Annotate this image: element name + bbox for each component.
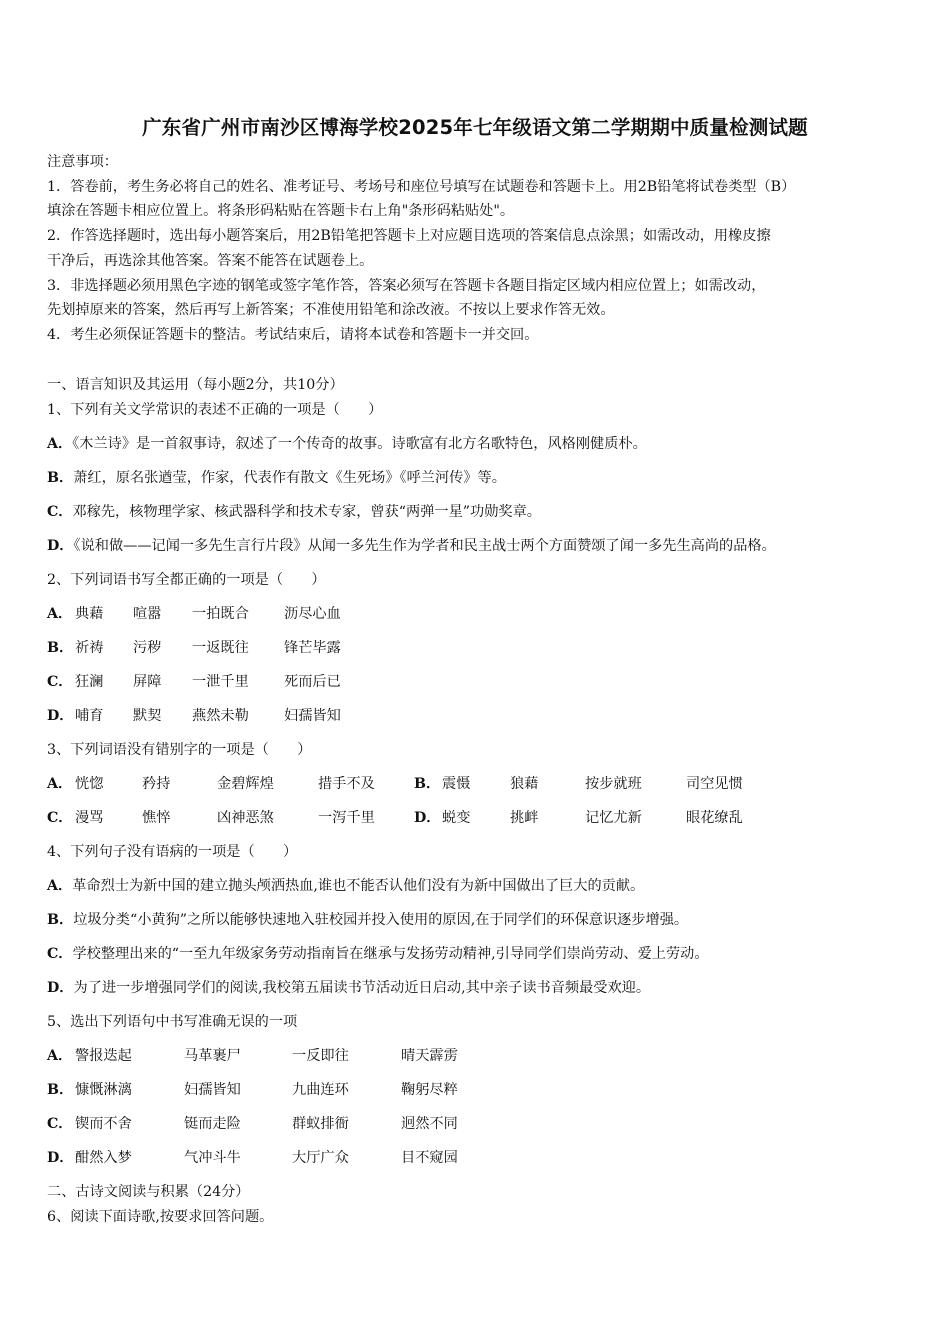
option-word: 九曲连环 — [292, 1082, 349, 1098]
question-stem: 2、下列词语书写全都正确的一项是（ ） — [47, 572, 326, 588]
option-word: 一泻千里 — [318, 810, 375, 826]
option-label: C． — [47, 674, 73, 690]
option-label: A． — [47, 878, 73, 894]
question-stem: 6、阅读下面诗歌,按要求回答问题。 — [47, 1209, 274, 1225]
option-word: 凶神恶煞 — [217, 810, 274, 826]
option-word: 金碧辉煌 — [217, 776, 274, 792]
notice-line: 填涂在答题卡相应位置上。将条形码粘贴在答题卡右上角"条形码粘贴处"。 — [47, 203, 515, 219]
option-label: B． — [47, 640, 74, 656]
option-word: 漫骂 — [75, 810, 104, 826]
option-word: 马革裹尸 — [184, 1048, 241, 1064]
option-word: 警报迭起 — [75, 1048, 132, 1064]
notice-line: 2．作答选择题时，选出每小题答案后，用2B铅笔把答题卡上对应题目选项的答案信息点涂黑；如需改动，用橡皮擦 — [47, 228, 771, 244]
notice-heading: 注意事项： — [47, 154, 118, 170]
option-word: 死而后已 — [284, 674, 341, 690]
option-label: C． — [47, 504, 73, 520]
option-word: 大厅广众 — [292, 1150, 349, 1166]
option-word: 记忆尤新 — [585, 810, 642, 826]
option-text: 《说和做——记闻一多先生言行片段》从闻一多先生作为学者和民主战士两个方面赞颂了闻一多先生高尚的品格。 — [73, 538, 776, 554]
option-word: 污秽 — [133, 640, 162, 656]
option-row — [47, 910, 688, 930]
option-word: 慷慨淋漓 — [75, 1082, 132, 1098]
option-word: 矜持 — [142, 776, 171, 792]
option-text: 垃圾分类“小黄狗”之所以能够快速地入驻校园并投入使用的原因,在于同学们的环保意识逐步增强。 — [73, 912, 689, 928]
option-row — [47, 536, 776, 556]
option-word: 措手不及 — [318, 776, 375, 792]
option-label: D． — [47, 708, 74, 724]
option-row — [47, 468, 506, 488]
section-heading: 一、语言知识及其运用（每小题2分，共10分） — [47, 377, 344, 393]
option-row — [47, 876, 644, 896]
question-stem: 3、下列词语没有错别字的一项是（ ） — [47, 742, 312, 758]
question-stem: 1、下列有关文学常识的表述不正确的一项是（ ） — [47, 402, 383, 418]
option-label: D． — [414, 810, 441, 826]
option-label: A． — [47, 436, 73, 452]
option-word: 酣然入梦 — [75, 1150, 132, 1166]
option-word: 屏障 — [133, 674, 162, 690]
question-stem: 4、下列句子没有语病的一项是（ ） — [47, 844, 298, 860]
option-word: 憔悴 — [142, 810, 171, 826]
option-word: 一泄千里 — [192, 674, 249, 690]
option-text: 为了进一步增强同学们的阅读,我校第五届读书节活动近日启动,其中亲子读书音频最受欢迎。 — [73, 980, 651, 996]
option-text: 学校整理出来的“一至九年级家务劳动指南旨在继承与发扬劳动精神,引导同学们崇尚劳动、爱上劳动。 — [72, 946, 709, 962]
option-word: 晴天霹雳 — [401, 1048, 458, 1064]
option-word: 默契 — [133, 708, 162, 724]
option-word: 锲而不舍 — [75, 1116, 132, 1132]
option-label: D． — [47, 1150, 74, 1166]
option-word: 燕然未勒 — [192, 708, 249, 724]
notice-line: 4．考生必须保证答题卡的整洁。考试结束后，请将本试卷和答题卡一并交回。 — [47, 327, 539, 343]
section-heading: 二、古诗文阅读与积累（24分） — [47, 1184, 250, 1200]
option-row — [47, 978, 650, 998]
option-word: 蜕变 — [442, 810, 471, 826]
option-label: C． — [47, 946, 73, 962]
page-title: 广东省广州市南沙区博海学校2025年七年级语文第二学期期中质量检测试题 — [142, 116, 808, 139]
option-word: 妇孺皆知 — [284, 708, 341, 724]
option-word: 沥尽心血 — [284, 606, 341, 622]
option-text: 邓稼先，核物理学家、核武器科学和技术专家，曾获“两弹一星”功勋奖章。 — [72, 504, 541, 520]
option-word: 妇孺皆知 — [184, 1082, 241, 1098]
option-word: 喧嚣 — [133, 606, 162, 622]
option-word: 震慑 — [442, 776, 471, 792]
option-word: 鞠躬尽粹 — [401, 1082, 458, 1098]
option-word: 一反即往 — [292, 1048, 349, 1064]
option-word: 铤而走险 — [184, 1116, 241, 1132]
option-row — [47, 502, 541, 522]
option-word: 气冲斗牛 — [184, 1150, 241, 1166]
option-word: 按步就班 — [585, 776, 642, 792]
option-label: D． — [47, 980, 74, 996]
option-word: 锋芒毕露 — [284, 640, 341, 656]
option-label: D． — [47, 538, 74, 554]
option-row — [47, 434, 647, 454]
option-label: A． — [47, 1048, 73, 1064]
option-word: 群蚁排衙 — [292, 1116, 349, 1132]
option-word: 哺育 — [75, 708, 104, 724]
option-label: B． — [47, 1082, 74, 1098]
option-word: 祈祷 — [75, 640, 104, 656]
option-word: 狼藉 — [510, 776, 539, 792]
option-text: 萧红，原名张遒莹，作家，代表作有散文《生死场》《呼兰河传》等。 — [73, 470, 506, 486]
option-word: 挑衅 — [510, 810, 539, 826]
option-word: 一返既往 — [192, 640, 249, 656]
option-label: C． — [47, 810, 73, 826]
notice-line: 先划掉原来的答案，然后再写上新答案；不准使用铅笔和涂改液。不按以上要求作答无效。 — [47, 302, 615, 318]
option-row — [47, 944, 709, 964]
option-word: 司空见惯 — [686, 776, 743, 792]
option-text: 革命烈士为新中国的建立抛头颅洒热血,谁也不能否认他们没有为新中国做出了巨大的贡献。 — [72, 878, 645, 894]
option-label: C． — [47, 1116, 73, 1132]
option-label: B． — [414, 776, 441, 792]
option-word: 恍惚 — [75, 776, 104, 792]
option-word: 眼花缭乱 — [686, 810, 743, 826]
notice-line: 1．答卷前，考生务必将自己的姓名、准考证号、考场号和座位号填写在试题卷和答题卡上。用2B铅笔将试卷类型（B） — [47, 179, 796, 195]
option-word: 典藉 — [75, 606, 104, 622]
question-stem: 5、选出下列语句中书写准确无误的一项 — [47, 1014, 298, 1030]
option-text: 《木兰诗》是一首叙事诗，叙述了一个传奇的故事。诗歌富有北方名歌特色，风格刚健质朴。 — [72, 436, 647, 452]
option-label: A． — [47, 606, 73, 622]
notice-line: 3．非选择题必须用黑色字迹的钢笔或签字笔作答，答案必须写在答题卡各题目指定区域内相应位置上；如需改动， — [47, 278, 766, 294]
option-label: A． — [47, 776, 73, 792]
option-label: B． — [47, 470, 74, 486]
option-word: 狂澜 — [75, 674, 104, 690]
option-label: B． — [47, 912, 74, 928]
option-word: 一拍既合 — [192, 606, 249, 622]
notice-line: 干净后，再选涂其他答案。答案不能答在试题卷上。 — [47, 253, 374, 269]
option-word: 迥然不同 — [401, 1116, 458, 1132]
option-word: 目不窥园 — [401, 1150, 458, 1166]
